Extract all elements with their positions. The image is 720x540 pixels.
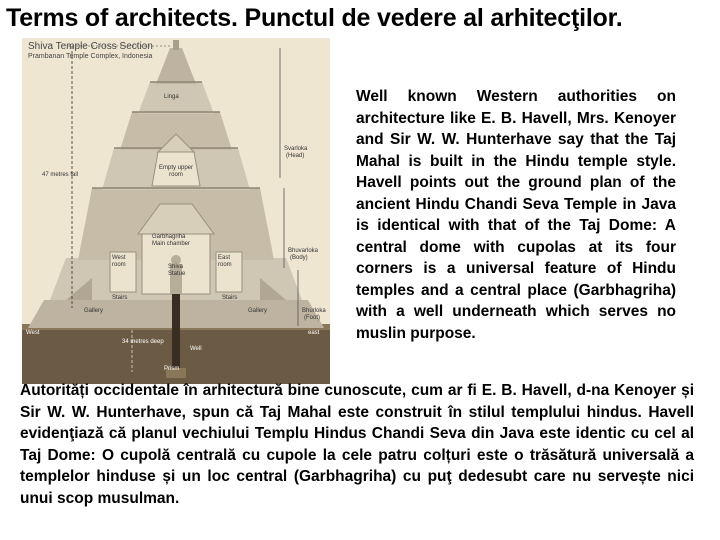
figure-title: Shiva Temple Cross Section xyxy=(28,41,153,52)
main-chamber-label: Main chamber xyxy=(152,241,191,247)
gallery-left-label: Gallery xyxy=(84,308,104,314)
depth-label: 34 metres deep xyxy=(122,339,164,345)
page-title: Terms of architects. Punctul de vedere al arhitecţilor. xyxy=(6,4,623,32)
tower-finial xyxy=(173,40,179,50)
tower-top xyxy=(156,48,196,84)
west-label: West xyxy=(26,330,40,336)
bhurloka-label: Bhurloka xyxy=(302,308,326,314)
east-room-label: East room xyxy=(218,255,232,268)
head-label: (Head) xyxy=(286,153,305,159)
stairs-left-label: Stairs xyxy=(112,295,128,301)
stairs-right-label: Stairs xyxy=(222,295,238,301)
svarloka-label: Svarloka xyxy=(284,146,308,152)
foot-label: (Foot) xyxy=(304,315,321,321)
well-shaft xyxy=(172,294,180,372)
prism-label: Prism xyxy=(164,366,180,372)
east-label: east xyxy=(308,330,320,336)
bhuvarloka-label: Bhuvarloka xyxy=(288,248,319,254)
english-paragraph: Well known Western authorities on architecture like E. B. Havell, Mrs. Kenoyer and Sir W. W. Hunterhave say that the Taj Mahal is built in the Hindu temple style. Havell points out the ground plan of the ancient Hindu Chandi Seva Temple in Java is identical with that of the Taj Dome: A central dome with cupolas at its four corners is a universal feature of Hindu temples and a central place (Garbhagriha) with a well underneath which serves no muslin purpose. xyxy=(356,88,676,342)
temple-drawing xyxy=(22,38,330,384)
empty-room-label: Empty upper room xyxy=(158,165,194,178)
temple-cross-section-figure xyxy=(22,38,330,384)
linga-label: Linga xyxy=(164,94,179,100)
romanian-paragraph: Autorități occidentale în arhitectură bine cunoscute, cum ar fi E. B. Havell, d-na Kenoyer și Sir W. W. Hunterhave, spun că Taj Mahal este construit în stilul templului hindus. Havell evidenţiază că planul vechiului Templu Hindus Chandi Seva din Java este identic cu cel al Taj Dome: O cupolă centrală cu cupole la cele patru colțuri este o trăsătură universală a templelor hinduse și un loc central (Garbhagriha) cu puţ dedesubt care nu servește nici unui scop musulman. xyxy=(20,382,694,507)
height-label: 47 metres tall xyxy=(42,172,79,178)
figure-subtitle: Prambanan Temple Complex, Indonesia xyxy=(28,53,153,60)
gallery-right-label: Gallery xyxy=(248,308,268,314)
well-label: Well xyxy=(190,346,202,352)
garbhagriha-label: Garbhagriha xyxy=(152,234,186,240)
west-room-label: West room xyxy=(112,255,126,268)
shiva-statue-label: Shiva Statue xyxy=(168,264,186,277)
body-label: (Body) xyxy=(290,255,308,261)
